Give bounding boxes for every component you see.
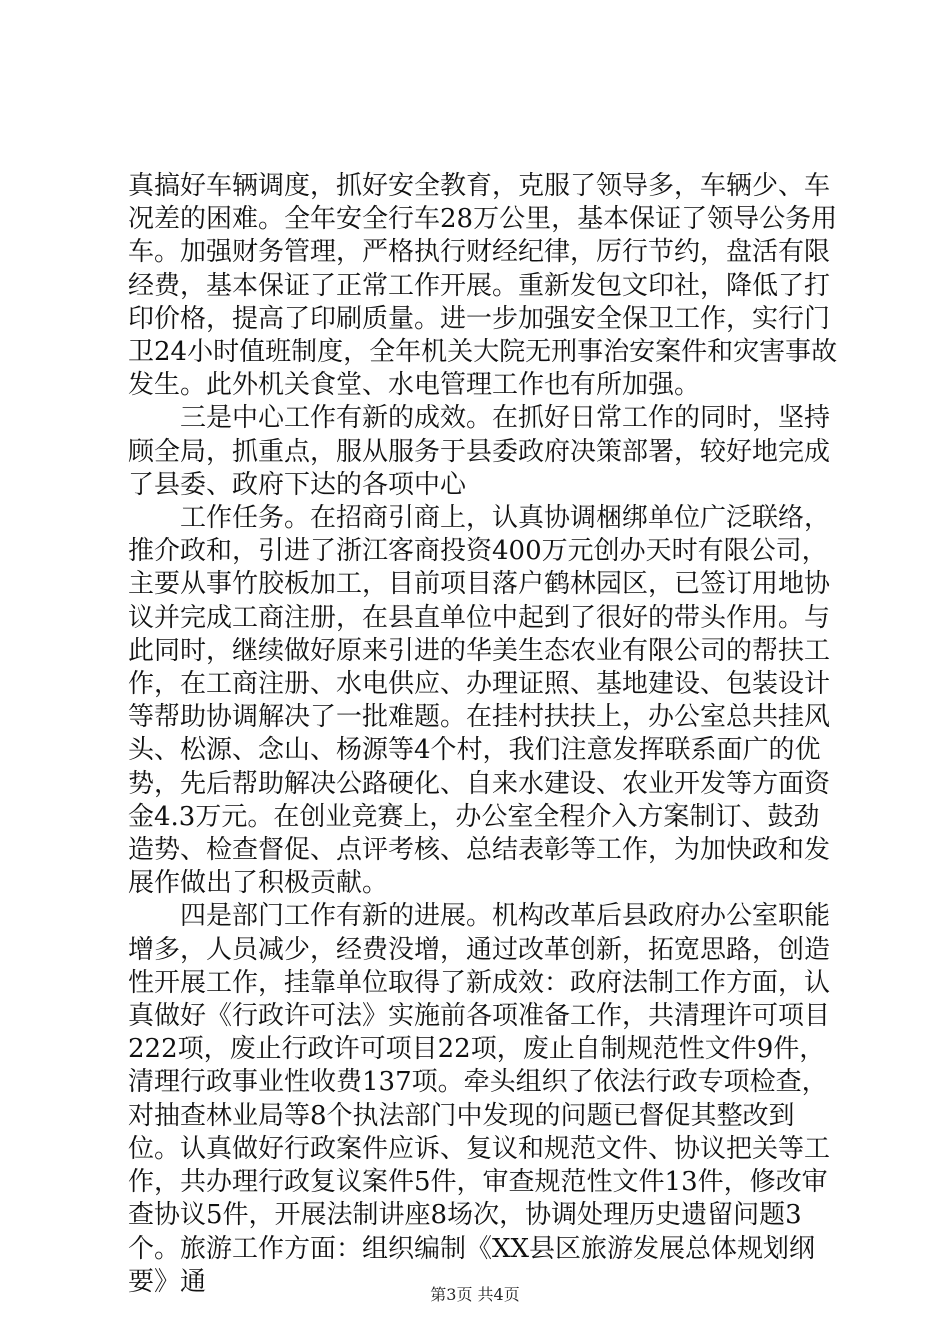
page-number-footer: 第3页 共4页 [430,1285,520,1304]
paragraph-department-work: 四是部门工作有新的进展。机构改革后县政府办公室职能增多，人员减少，经费没增，通过改革创新，拓宽思路，创造性开展工作，挂靠单位取得了新成效：政府法制工作方面，认真做好《行政许可法》实施前各项准备工作，共清理许可项目222项，废止行政许可项目22项，废止自制规范性文件9件，清理行政事业性收费137项。牵头组织了依法行政专项检查，对抽查林业局等8个执法部门中发现的问题已督促其整改到位。认真做好行政案件应诉、复议和规范文件、协议把关等工作，共办理行政复议案件5件，审查规范性文件13件，修改审查协议5件，开展法制讲座8场次，协调处理历史遗留问题3个。旅游工作方面：组织编制《XX县区旅游发展总体规划纲要》通 [128,901,831,1297]
paragraph-central-work-intro: 三是中心工作有新的成效。在抓好日常工作的同时，坚持顾全局，抓重点，服从服务于县委政府决策部署，较好地完成了县委、政府下达的各项中心 [128,403,831,500]
paragraph-central-work-tasks: 工作任务。在招商引商上，认真协调梱绑单位广泛联络，推介政和，引进了浙江客商投资400万元创办天时有限公司，主要从事竹胶板加工，目前项目落户鹤林园区，已签订用地协议并完成工商注册，在县直单位中起到了很好的带头作用。与此同时，继续做好原来引进的华美生态农业有限公司的帮扶工作，在工商注册、水电供应、办理证照、基地建设、包装设计等帮助协调解决了一批难题。在挂村扶扶上，办公室总共挂风头、松源、念山、杨源等4个村，我们注意发挥联系面广的优势，先后帮助解决公路硬化、自来水建设、农业开发等方面资金4.3万元。在创业竞赛上，办公室全程介入方案制订、鼓劲造势、检查督促、点评考核、总结表彰等工作，为加快政和发展作做出了积极贡献。 [128,503,831,899]
document-body [128,170,838,1299]
paragraph-vehicle-finance-security: 真搞好车辆调度，抓好安全教育，克服了领导多，车辆少、车况差的困难。全年安全行车28万公里，基本保证了领导公务用车。加强财务管理，严格执行财经纪律，厉行节约，盘活有限经费，基本保证了正常工作开展。重新发包文印社，降低了打印价格，提高了印刷质量。进一步加强安全保卫工作，实行门卫24小时值班制度，全年机关大院无刑事治安案件和灾害事故发生。此外机关食堂、水电管理工作也有所加强。 [128,171,838,401]
